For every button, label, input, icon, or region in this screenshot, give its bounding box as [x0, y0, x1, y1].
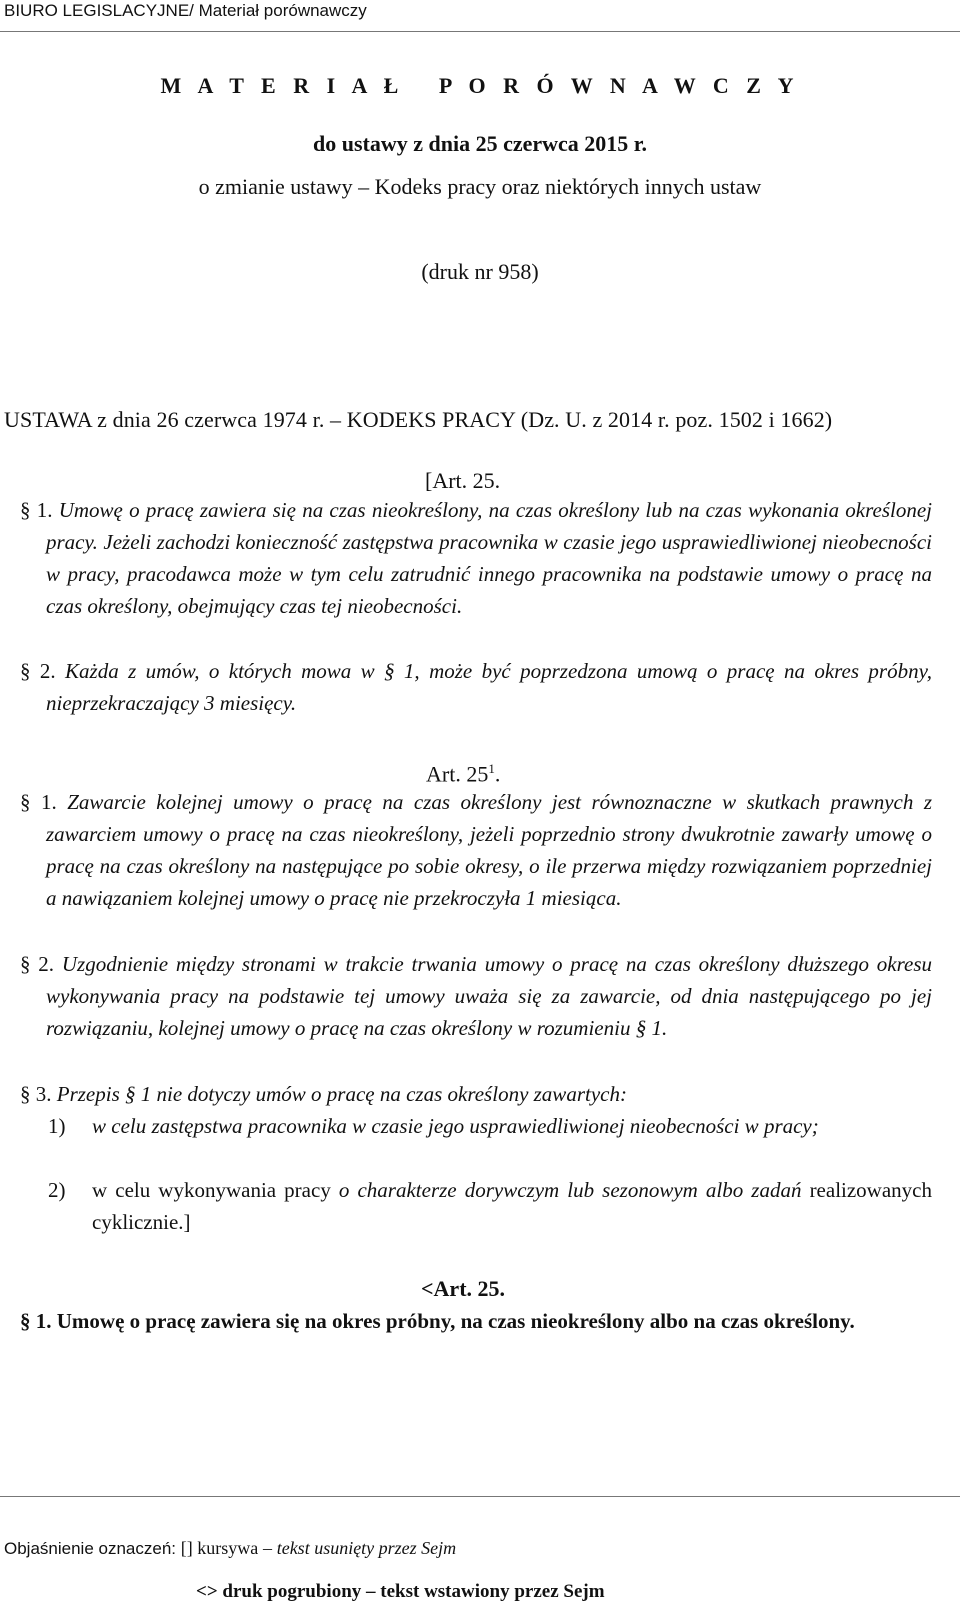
paragraph-text: Umowę o pracę zawiera się na okres próbny, na czas nieokreślony albo na czas określony.	[56, 1309, 855, 1333]
art25-1-par2	[20, 948, 932, 1044]
art25-1-point1	[48, 1110, 932, 1142]
document-header	[0, 0, 960, 32]
paragraph-number: § 3.	[20, 1082, 52, 1106]
paragraph-number: § 1.	[20, 498, 53, 522]
art25-1-par3	[20, 1078, 932, 1110]
legend-dash: –	[262, 1538, 272, 1558]
point-text-upright: w celu wykonywania pracy	[92, 1178, 331, 1202]
legend-added: <> druk pogrubiony – tekst wstawiony przez Sejm	[196, 1581, 605, 1602]
art25-new-heading: <Art. 25.	[421, 1276, 506, 1301]
point-text: w celu zastępstwa pracownika w czasie jego usprawiedliwionej nieobecności w pracy;	[92, 1114, 819, 1138]
superscript: 1	[488, 761, 495, 776]
paragraph-number: § 1.	[20, 1309, 52, 1333]
art25-old-heading: [Art. 25.	[425, 468, 501, 493]
point-number: 1)	[48, 1114, 66, 1138]
paragraph-text: Uzgodnienie między stronami w trakcie trwania umowy o pracę na czas określony dłuższego okresu wykonywania pracy na podstawie tej umowy uważa się za zawarcie, od dnia następującego po jej rozwiązaniu, kolejnej umowy o pracę na czas określony w rozumieniu § 1.	[46, 952, 933, 1040]
footer-divider	[0, 1496, 960, 1497]
legend-deleted-marker: [] kursywa	[180, 1538, 259, 1558]
art25-1-par1	[20, 786, 932, 914]
art25-old-par2	[20, 655, 932, 719]
document-print-number: (druk nr 958)	[421, 259, 539, 284]
document-heading: M A T E R I A Ł P O R Ó W N A W C Z Y	[160, 73, 800, 98]
header-title: BIURO LEGISLACYJNE/ Materiał porównawczy	[4, 1, 367, 20]
paragraph-text: Przepis § 1 nie dotyczy umów o pracę na czas określony zawartych:	[56, 1082, 627, 1106]
paragraph-number: § 2.	[20, 952, 55, 976]
point-text-tail: realizowanych cyklicznie.]	[92, 1178, 932, 1234]
document-subtitle-law: o zmianie ustawy – Kodeks pracy oraz niektórych innych ustaw	[198, 174, 762, 199]
paragraph-text: Umowę o pracę zawiera się na czas nieokreślony, na czas określony lub na czas wykonania określonej pracy. Jeżeli zachodzi konieczność zastępstwa pracownika w czasie jego usprawiedliwionej nieobecności w pracy, pracodawca może w tym celu zatrudnić innego pracownika na podstawie umowy o pracę na czas określony, obejmujący czas tej nieobecności.	[46, 498, 932, 618]
art25-new-par1	[20, 1305, 932, 1337]
point-number: 2)	[48, 1178, 66, 1202]
paragraph-text: Każda z umów, o których mowa w § 1, może być poprzedzona umową o pracę na okres próbny, nieprzekraczający 3 miesięcy.	[46, 659, 933, 715]
legend-deleted-text: tekst usunięty przez Sejm	[276, 1538, 457, 1558]
paragraph-number: § 1.	[20, 790, 57, 814]
document-subtitle-date: do ustawy z dnia 25 czerwca 2015 r.	[312, 131, 648, 156]
legend-deleted	[4, 1536, 456, 1561]
paragraph-number: § 2.	[20, 659, 56, 683]
point-text-italic: o charakterze dorywczym lub sezonowym albo zadań	[338, 1178, 802, 1202]
art25-1-heading: Art. $25^1$.	[426, 761, 501, 787]
paragraph-text: Zawarcie kolejnej umowy o pracę na czas określony jest równoznaczne w skutkach prawnych z zawarciem umowy o pracę na czas nieokreślony, jeżeli poprzednio strony dwukrotnie zawarły umowę o pracę na czas określony na następujące po sobie okresy, o ile przerwa między rozwiązaniem poprzedniej a nawiązaniem kolejnej umowy o pracę nie przekroczyła 1 miesiąca.	[46, 790, 933, 910]
act-title: USTAWA z dnia 26 czerwca 1974 r. – KODEKS PRACY (Dz. U. z 2014 r. poz. 1502 i 1662)	[4, 407, 833, 432]
legend-label: Objaśnienie oznaczeń:	[4, 1539, 177, 1558]
art25-1-point2	[48, 1174, 932, 1238]
art25-old-par1	[20, 494, 932, 622]
